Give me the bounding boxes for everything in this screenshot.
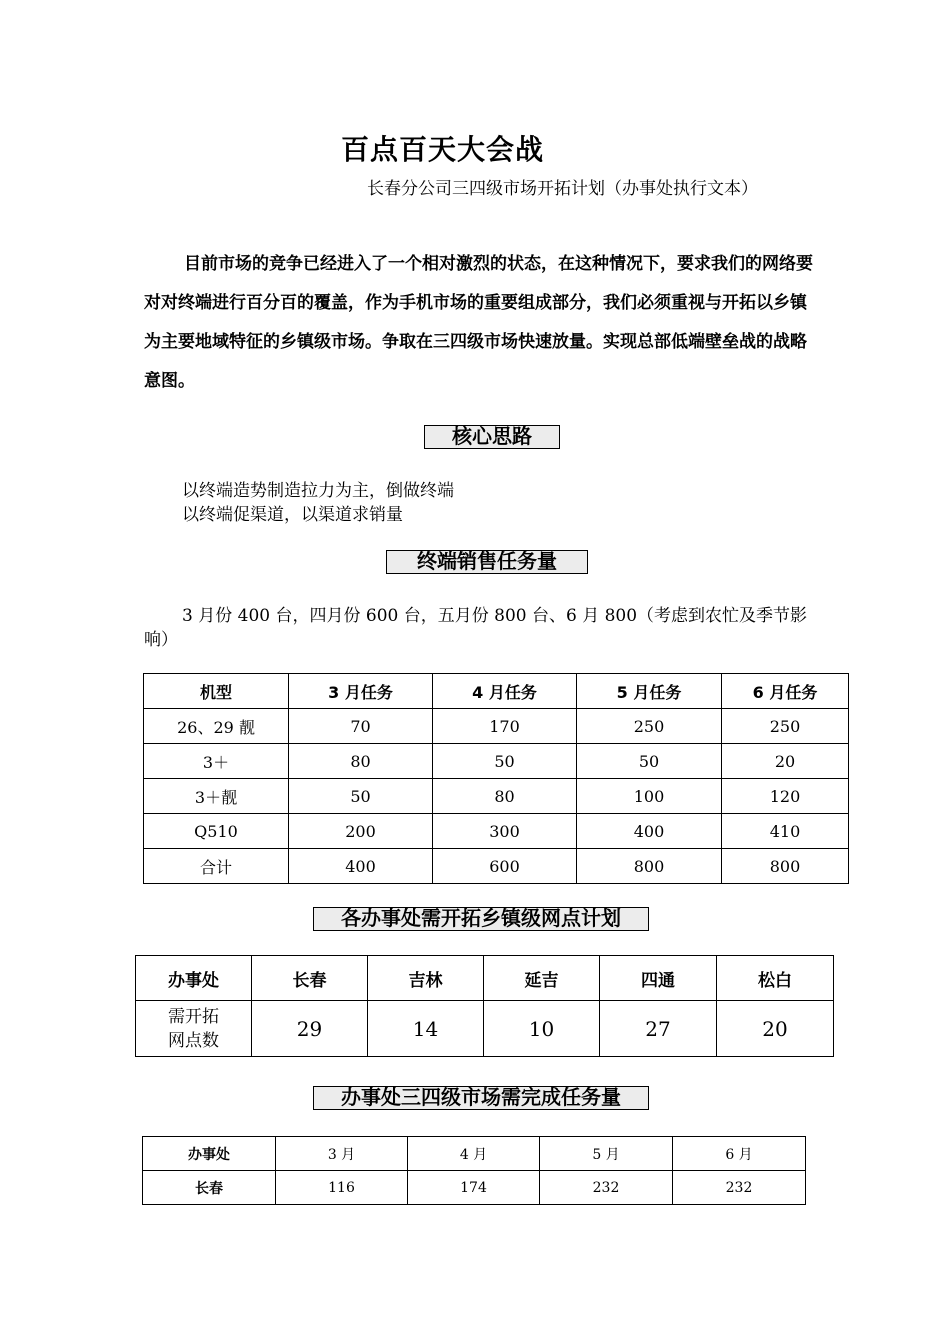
table-header-cell: 3 月 [276, 1137, 408, 1171]
table-cell: 170 [433, 709, 577, 744]
table-cell: 250 [722, 709, 849, 744]
outlet-plan-table [135, 955, 834, 1057]
table-cell: 232 [540, 1171, 673, 1205]
table-cell: 400 [577, 814, 722, 849]
table-header-cell: 办事处 [143, 1137, 276, 1171]
table-header-cell: 3 月任务 [289, 674, 433, 709]
table-cell: 3＋ [144, 744, 289, 779]
table-header-cell: 5 月任务 [577, 674, 722, 709]
table-cell: 800 [577, 849, 722, 884]
table-row-label: 长春 [143, 1171, 276, 1205]
sales-target-table [143, 673, 849, 884]
table-header-cell: 吉林 [368, 956, 484, 1001]
table-cell: 250 [577, 709, 722, 744]
table-header-cell: 6 月 [673, 1137, 806, 1171]
table-cell: 600 [433, 849, 577, 884]
row-label-line-2: 网点数 [168, 1030, 219, 1051]
table-cell: 300 [433, 814, 577, 849]
table-cell: 29 [252, 1001, 368, 1057]
document-title: 百点百天大会战 [340, 133, 544, 166]
table-row [144, 709, 849, 744]
row-label-line-1: 需开拓 [168, 1006, 219, 1027]
table-row [144, 814, 849, 849]
table-header-cell: 四通 [600, 956, 717, 1001]
core-line-2: 以终端促渠道，以渠道求销量 [182, 505, 403, 525]
table-header-row [136, 956, 834, 1001]
table-cell: 80 [433, 779, 577, 814]
table-cell: 200 [289, 814, 433, 849]
document-subtitle: 长春分公司三四级市场开拓计划（办事处执行文本） [367, 179, 758, 199]
table-cell: Q510 [144, 814, 289, 849]
table-cell: 合计 [144, 849, 289, 884]
table-row [144, 744, 849, 779]
table-cell: 410 [722, 814, 849, 849]
table-header-row [144, 674, 849, 709]
table-cell: 20 [722, 744, 849, 779]
table-cell: 800 [722, 849, 849, 884]
table-cell: 26、29 靓 [144, 709, 289, 744]
table-cell: 14 [368, 1001, 484, 1057]
sales-note-line-1: 3 月份 400 台，四月份 600 台，五月份 800 台、6 月 800（考虑到农忙及季节影 [182, 606, 808, 626]
table-header-row [143, 1137, 806, 1171]
table-cell: 80 [289, 744, 433, 779]
row-label-cell [136, 1001, 252, 1057]
table-row [144, 779, 849, 814]
table-row [136, 1001, 834, 1057]
section-heading-core [424, 425, 560, 449]
table-header-cell: 延吉 [484, 956, 600, 1001]
section-heading-sales-label: 终端销售任务量 [417, 549, 557, 573]
table-cell: 70 [289, 709, 433, 744]
section-heading-tasks-label: 办事处三四级市场需完成任务量 [341, 1085, 621, 1109]
table-header-cell: 4 月 [408, 1137, 540, 1171]
table-row [143, 1171, 806, 1205]
table-cell: 100 [577, 779, 722, 814]
core-line-1: 以终端造势制造拉力为主，倒做终端 [182, 481, 454, 501]
table-row [144, 849, 849, 884]
sales-note-line-2: 响） [144, 630, 178, 650]
table-cell: 20 [717, 1001, 834, 1057]
table-header-cell: 4 月任务 [433, 674, 577, 709]
table-cell: 3＋靓 [144, 779, 289, 814]
table-header-cell: 机型 [144, 674, 289, 709]
section-heading-outlets [313, 907, 649, 931]
table-cell: 174 [408, 1171, 540, 1205]
section-heading-core-label: 核心思路 [452, 424, 532, 448]
table-cell: 27 [600, 1001, 717, 1057]
intro-text: 目前市场的竞争已经进入了一个相对激烈的状态，在这种情况下，要求我们的网络要对对终端进行百分百的覆盖，作为手机市场的重要组成部分，我们必须重视与开拓以乡镇为主要地域特征的乡镇级市场。争取在三四级市场快速放量。实现总部低端壁垒战的战略意图。 [144, 254, 813, 391]
office-task-table [142, 1136, 806, 1205]
table-cell: 10 [484, 1001, 600, 1057]
table-header-cell: 6 月任务 [722, 674, 849, 709]
table-cell: 116 [276, 1171, 408, 1205]
section-heading-tasks [313, 1086, 649, 1110]
intro-paragraph [144, 245, 814, 401]
table-cell: 400 [289, 849, 433, 884]
table-cell: 50 [433, 744, 577, 779]
table-cell: 120 [722, 779, 849, 814]
table-header-cell: 松白 [717, 956, 834, 1001]
table-cell: 50 [289, 779, 433, 814]
table-header-cell: 5 月 [540, 1137, 673, 1171]
table-header-cell: 长春 [252, 956, 368, 1001]
table-cell: 232 [673, 1171, 806, 1205]
table-header-cell: 办事处 [136, 956, 252, 1001]
section-heading-outlets-label: 各办事处需开拓乡镇级网点计划 [341, 906, 621, 930]
table-cell: 50 [577, 744, 722, 779]
section-heading-sales [386, 550, 588, 574]
